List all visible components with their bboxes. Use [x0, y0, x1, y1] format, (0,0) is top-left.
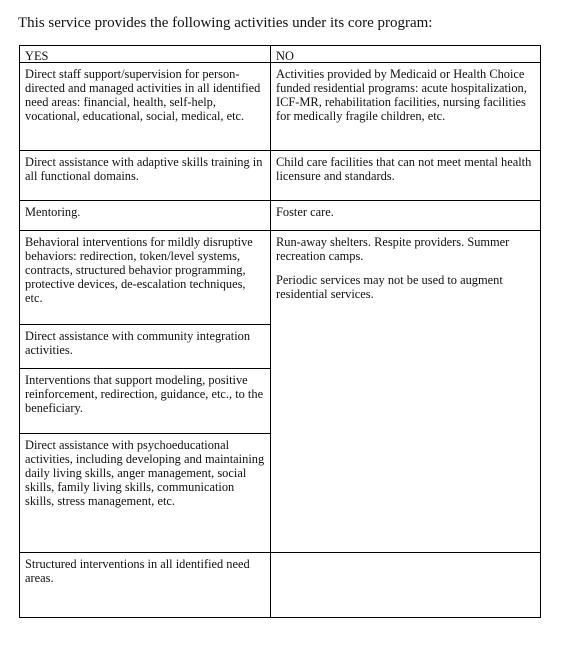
intro-text: This service provides the following activities under its core program:: [18, 15, 433, 31]
activities-table: [19, 45, 541, 618]
yes-cell-5: Direct assistance with community integration activities.: [25, 329, 251, 357]
header-no: NO: [276, 49, 294, 63]
no-cell-4-text: Run-away shelters. Respite providers. Summer recreation camps.: [276, 235, 510, 263]
yes-cell-4: Behavioral interventions for mildly disruptive behaviors: redirection, token/level systems, contracts, structured behavior programming, protective devices, de-escalation techniques, etc.: [25, 235, 253, 305]
row-divider: [20, 552, 540, 553]
yes-cell-3: Mentoring.: [25, 205, 81, 219]
row-divider: [20, 200, 540, 201]
no-cell-1: Activities provided by Medicaid or Health Choice funded residential programs: acute hospitalization, ICF-MR, rehabilitation facilities, nursing facilities for medically fragile children, etc.: [276, 67, 527, 123]
column-divider: [270, 46, 271, 617]
row-divider: [20, 324, 270, 325]
no-cell-4-note: Periodic services may not be used to augment residential services.: [276, 273, 503, 301]
yes-cell-2: Direct assistance with adaptive skills training in all functional domains.: [25, 155, 263, 183]
header-yes: YES: [25, 49, 49, 63]
yes-cell-6: Interventions that support modeling, positive reinforcement, redirection, guidance, etc., to the beneficiary.: [25, 373, 264, 415]
row-divider: [20, 368, 270, 369]
row-divider: [20, 62, 540, 63]
no-cell-4: [276, 235, 538, 301]
no-cell-2: Child care facilities that can not meet mental health licensure and standards.: [276, 155, 532, 183]
row-divider: [20, 230, 540, 231]
no-cell-3: Foster care.: [276, 205, 334, 219]
row-divider: [20, 150, 540, 151]
yes-cell-8: Structured interventions in all identified need areas.: [25, 557, 250, 585]
yes-cell-7: Direct assistance with psychoeducational activities, including developing and maintaining daily living skills, anger management, social skills, family living skills, communication skills, stress management, etc.: [25, 438, 265, 508]
row-divider: [20, 433, 270, 434]
yes-cell-1: Direct staff support/supervision for person-directed and managed activities in all identified need areas: financial, health, self-help, vocational, educational, social, medical, etc.: [25, 67, 261, 123]
